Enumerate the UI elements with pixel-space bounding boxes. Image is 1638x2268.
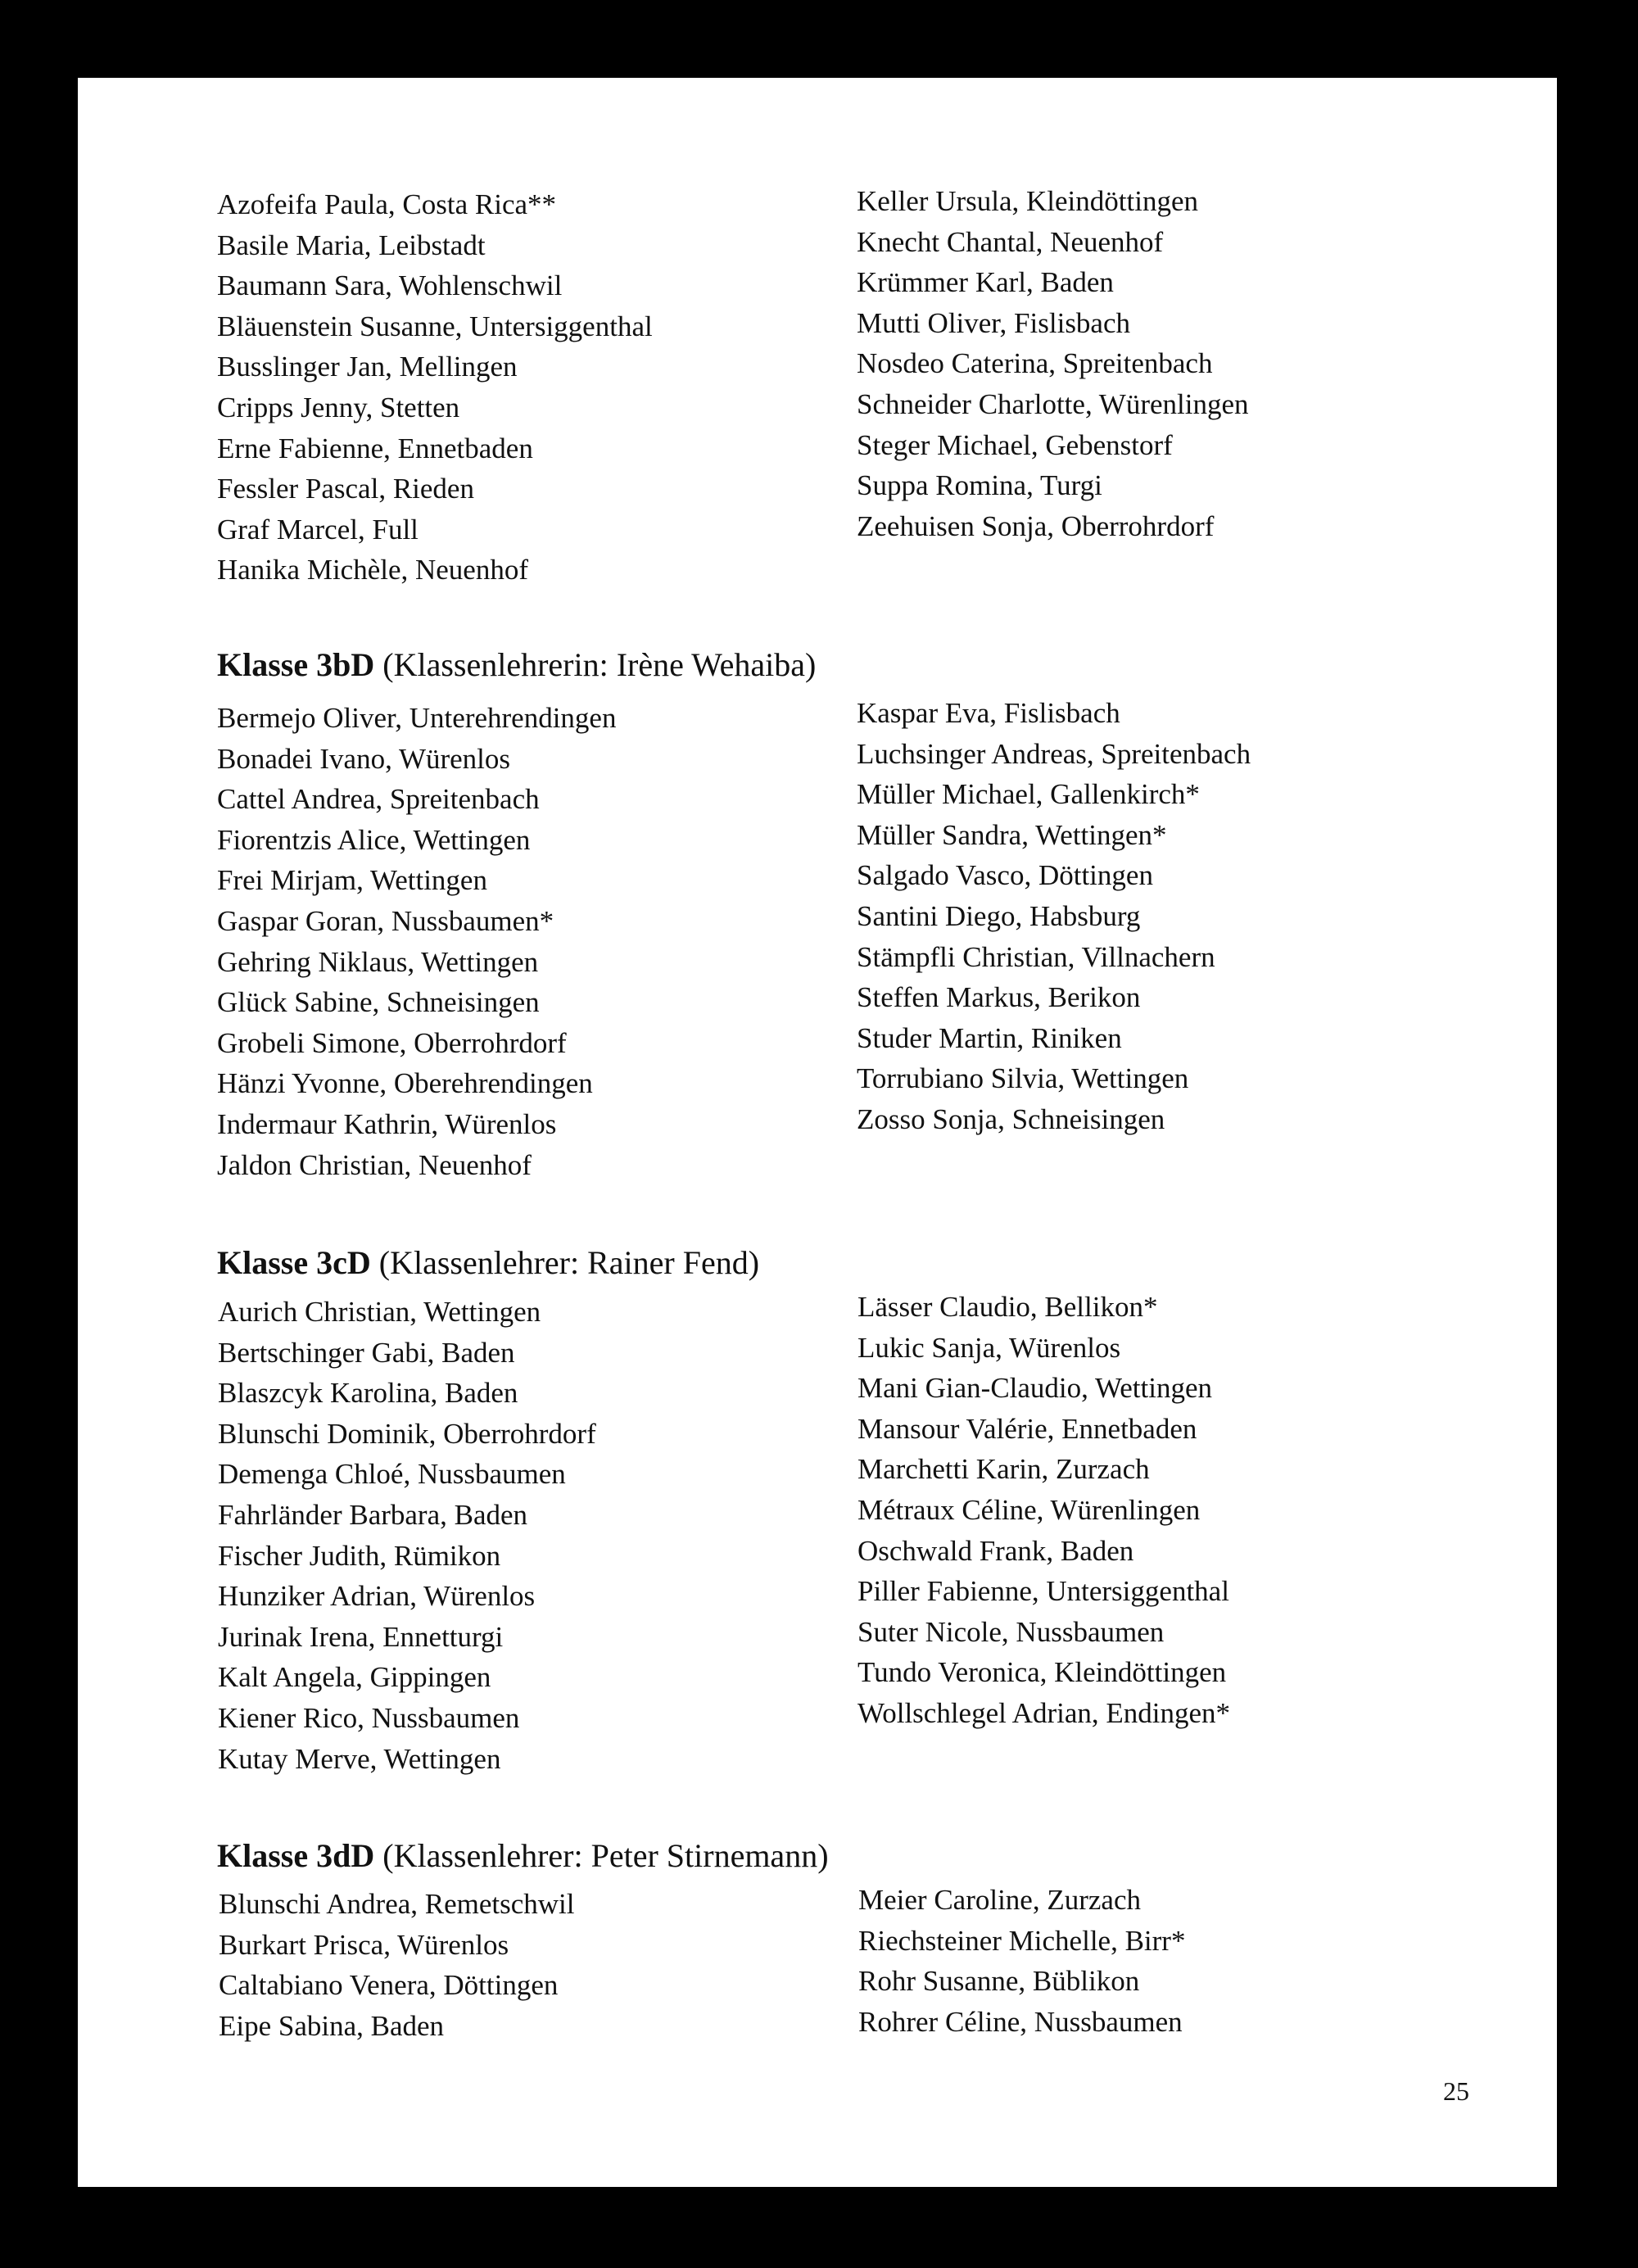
student-entry: Frei Mirjam, Wettingen bbox=[217, 864, 487, 897]
class-teacher: (Klassenlehrer: Rainer Fend) bbox=[378, 1244, 760, 1281]
student-entry: Santini Diego, Habsburg bbox=[857, 899, 1141, 932]
class-heading-3dd bbox=[217, 1836, 829, 1875]
document-page bbox=[78, 78, 1557, 2187]
student-entry: Salgado Vasco, Döttingen bbox=[857, 859, 1153, 892]
student-entry: Suter Nicole, Nussbaumen bbox=[857, 1615, 1165, 1648]
student-entry: Fessler Pascal, Rieden bbox=[217, 473, 474, 505]
student-entry: Grobeli Simone, Oberrohrdorf bbox=[217, 1026, 567, 1059]
student-entry: Steffen Markus, Berikon bbox=[857, 981, 1141, 1014]
student-entry: Jaldon Christian, Neuenhof bbox=[217, 1148, 532, 1181]
student-entry: Torrubiano Silvia, Wettingen bbox=[857, 1062, 1189, 1095]
student-list-left bbox=[219, 1884, 841, 2046]
student-entry: Krümmer Karl, Baden bbox=[857, 266, 1114, 299]
student-entry: Müller Sandra, Wettingen* bbox=[857, 818, 1167, 851]
student-entry: Cattel Andrea, Spreitenbach bbox=[217, 783, 540, 816]
student-entry: Kiener Rico, Nussbaumen bbox=[218, 1701, 520, 1734]
class-name: Klasse 3cD bbox=[217, 1244, 371, 1281]
student-entry: Rohrer Céline, Nussbaumen bbox=[858, 2005, 1183, 2038]
class-teacher: (Klassenlehrerin: Irène Wehaiba) bbox=[382, 646, 817, 683]
student-list-right bbox=[857, 693, 1479, 1140]
class-name: Klasse 3dD bbox=[217, 1837, 375, 1874]
student-entry: Müller Michael, Gallenkirch* bbox=[857, 778, 1200, 811]
student-entry: Bläuenstein Susanne, Untersiggenthal bbox=[217, 310, 653, 342]
student-list-right bbox=[857, 181, 1479, 546]
student-entry: Bermejo Oliver, Unterehrendingen bbox=[217, 702, 617, 734]
student-list-left bbox=[217, 184, 839, 591]
student-entry: Eipe Sabina, Baden bbox=[219, 2009, 445, 2042]
student-entry: Mani Gian-Claudio, Wettingen bbox=[857, 1372, 1212, 1405]
student-entry: Schneider Charlotte, Würenlingen bbox=[857, 387, 1249, 420]
student-entry: Mutti Oliver, Fislisbach bbox=[857, 306, 1131, 339]
student-entry: Busslinger Jan, Mellingen bbox=[217, 351, 518, 383]
student-entry: Fiorentzis Alice, Wettingen bbox=[217, 823, 531, 856]
student-entry: Hunziker Adrian, Würenlos bbox=[218, 1580, 536, 1613]
student-entry: Blaszcyk Karolina, Baden bbox=[218, 1377, 518, 1410]
student-entry: Indermaur Kathrin, Würenlos bbox=[217, 1107, 557, 1140]
student-entry: Blunschi Andrea, Remetschwil bbox=[219, 1888, 575, 1920]
student-entry: Demenga Chloé, Nussbaumen bbox=[218, 1458, 566, 1491]
student-entry: Blunschi Dominik, Oberrohrdorf bbox=[218, 1417, 596, 1450]
student-list-right bbox=[857, 1287, 1480, 1734]
student-entry: Knecht Chantal, Neuenhof bbox=[857, 225, 1164, 258]
student-entry: Keller Ursula, Kleindöttingen bbox=[857, 185, 1198, 217]
class-heading-3cd bbox=[217, 1243, 759, 1282]
student-entry: Gehring Niklaus, Wettingen bbox=[217, 945, 539, 978]
student-entry: Caltabiano Venera, Döttingen bbox=[219, 1969, 559, 2002]
student-entry: Erne Fabienne, Ennetbaden bbox=[217, 432, 533, 464]
student-entry: Studer Martin, Riniken bbox=[857, 1021, 1122, 1054]
student-entry: Kalt Angela, Gippingen bbox=[218, 1661, 491, 1694]
student-entry: Marchetti Karin, Zurzach bbox=[857, 1453, 1150, 1486]
student-entry: Gaspar Goran, Nussbaumen* bbox=[217, 904, 554, 937]
student-entry: Piller Fabienne, Untersiggenthal bbox=[857, 1575, 1229, 1608]
student-entry: Hanika Michèle, Neuenhof bbox=[217, 554, 528, 586]
student-entry: Jurinak Irena, Ennetturgi bbox=[218, 1620, 504, 1653]
student-entry: Kaspar Eva, Fislisbach bbox=[857, 697, 1120, 729]
student-entry: Suppa Romina, Turgi bbox=[857, 469, 1102, 502]
student-entry: Zeehuisen Sonja, Oberrohrdorf bbox=[857, 509, 1215, 542]
student-entry: Tundo Veronica, Kleindöttingen bbox=[857, 1656, 1227, 1689]
student-entry: Bertschinger Gabi, Baden bbox=[218, 1336, 515, 1369]
student-entry: Kutay Merve, Wettingen bbox=[218, 1742, 501, 1775]
student-entry: Azofeifa Paula, Costa Rica** bbox=[217, 188, 557, 220]
student-list-left bbox=[217, 698, 839, 1185]
student-entry: Meier Caroline, Zurzach bbox=[858, 1884, 1141, 1916]
student-entry: Luchsinger Andreas, Spreitenbach bbox=[857, 737, 1251, 770]
student-entry: Glück Sabine, Schneisingen bbox=[217, 986, 540, 1019]
student-entry: Zosso Sonja, Schneisingen bbox=[857, 1102, 1165, 1135]
student-entry: Wollschlegel Adrian, Endingen* bbox=[857, 1696, 1230, 1729]
student-entry: Riechsteiner Michelle, Birr* bbox=[858, 1924, 1186, 1957]
student-entry: Lukic Sanja, Würenlos bbox=[857, 1331, 1121, 1364]
student-entry: Basile Maria, Leibstadt bbox=[217, 229, 486, 261]
student-entry: Rohr Susanne, Büblikon bbox=[858, 1965, 1140, 1998]
student-entry: Métraux Céline, Würenlingen bbox=[857, 1493, 1201, 1526]
student-entry: Fahrländer Barbara, Baden bbox=[218, 1498, 528, 1531]
student-entry: Oschwald Frank, Baden bbox=[857, 1534, 1134, 1567]
student-entry: Baumann Sara, Wohlenschwil bbox=[217, 269, 563, 302]
class-name: Klasse 3bD bbox=[217, 646, 375, 683]
student-entry: Steger Michael, Gebenstorf bbox=[857, 428, 1173, 461]
student-list-left bbox=[218, 1292, 840, 1779]
student-entry: Fischer Judith, Rümikon bbox=[218, 1539, 501, 1572]
student-entry: Bonadei Ivano, Würenlos bbox=[217, 742, 511, 775]
student-entry: Lässer Claudio, Bellikon* bbox=[857, 1291, 1158, 1323]
student-list-right bbox=[858, 1880, 1481, 2042]
class-heading-3bd bbox=[217, 645, 816, 684]
student-entry: Burkart Prisca, Würenlos bbox=[219, 1928, 509, 1961]
student-entry: Cripps Jenny, Stetten bbox=[217, 391, 460, 423]
student-entry: Graf Marcel, Full bbox=[217, 513, 419, 545]
student-entry: Hänzi Yvonne, Oberehrendingen bbox=[217, 1067, 593, 1100]
student-entry: Mansour Valérie, Ennetbaden bbox=[857, 1412, 1197, 1445]
page-number: 25 bbox=[1443, 2076, 1469, 2106]
student-entry: Aurich Christian, Wettingen bbox=[218, 1296, 541, 1328]
student-entry: Nosdeo Caterina, Spreitenbach bbox=[857, 347, 1213, 380]
student-entry: Stämpfli Christian, Villnachern bbox=[857, 940, 1215, 973]
class-teacher: (Klassenlehrer: Peter Stirnemann) bbox=[382, 1837, 829, 1874]
